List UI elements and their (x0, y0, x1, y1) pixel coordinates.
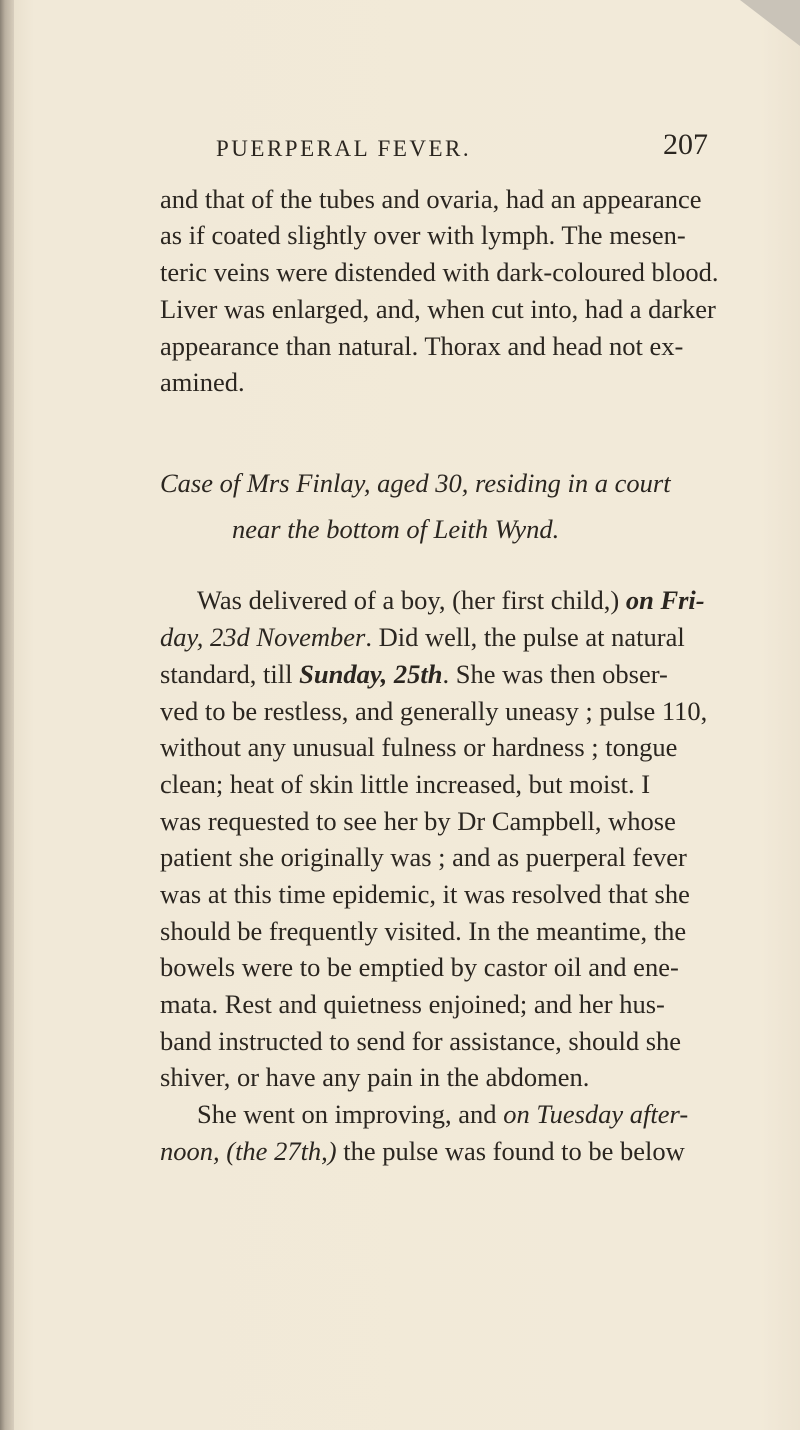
text-line: appearance than natural. Thorax and head not ex- (160, 331, 684, 361)
case-heading: near the bottom of Leith Wynd. (232, 514, 560, 544)
text-line: and that of the tubes and ovaria, had an appearance (160, 184, 702, 214)
text-line: as if coated slightly over with lymph. The mesen- (160, 220, 686, 250)
text-span: the pulse was found to be below (336, 1136, 685, 1166)
text-span-italic: day, 23d November (160, 622, 366, 652)
text-line: bowels were to be emptied by castor oil and ene- (160, 952, 679, 982)
text-line: band instructed to send for assistance, should she (160, 1026, 682, 1056)
binding-gutter (0, 0, 14, 1430)
text-span: . Did well, the pulse at natural (365, 622, 685, 652)
text-line: shiver, or have any pain in the abdomen. (160, 1062, 590, 1092)
text-span: . She was then obser- (442, 659, 668, 689)
text-line: mata. Rest and quietness enjoined; and her hus- (160, 989, 665, 1019)
text-line: should be frequently visited. In the meantime, the (160, 916, 687, 946)
text-line (160, 658, 668, 690)
text-line (197, 1098, 689, 1130)
page-corner (740, 0, 800, 46)
text-line (160, 621, 685, 653)
page-number: 207 (663, 128, 708, 161)
text-line: clean; heat of skin little increased, but moist. I (160, 769, 651, 799)
text-line: patient she originally was ; and as puerperal fever (160, 842, 687, 872)
text-span: Was delivered of a boy, (her first child,) (197, 585, 626, 615)
case-heading: Case of Mrs Finlay, aged 30, residing in a court (160, 468, 671, 498)
text-span: She went on improving, and (197, 1099, 504, 1129)
text-line: Liver was enlarged, and, when cut into, had a darker (160, 294, 716, 324)
text-line: was at this time epidemic, it was resolved that she (160, 879, 690, 909)
text-span: standard, till (160, 659, 300, 689)
text-line: without any unusual fulness or hardness ; tongue (160, 732, 678, 762)
text-line: ved to be restless, and generally uneasy ; pulse 110, (160, 696, 708, 726)
text-span-italic: Sunday, 25th (299, 659, 443, 689)
text-span-italic: on Tuesday after- (503, 1099, 689, 1129)
text-line (197, 584, 705, 616)
text-line: amined. (160, 367, 245, 397)
running-title: PUERPERAL FEVER. (216, 136, 472, 161)
text-line: was requested to see her by Dr Campbell, whose (160, 806, 676, 836)
text-span-italic: noon, (the 27th,) (160, 1136, 337, 1166)
text-line (160, 1135, 685, 1167)
text-span-italic: on Fri- (625, 585, 705, 615)
text-line: teric veins were distended with dark-coloured blood. (160, 257, 719, 287)
